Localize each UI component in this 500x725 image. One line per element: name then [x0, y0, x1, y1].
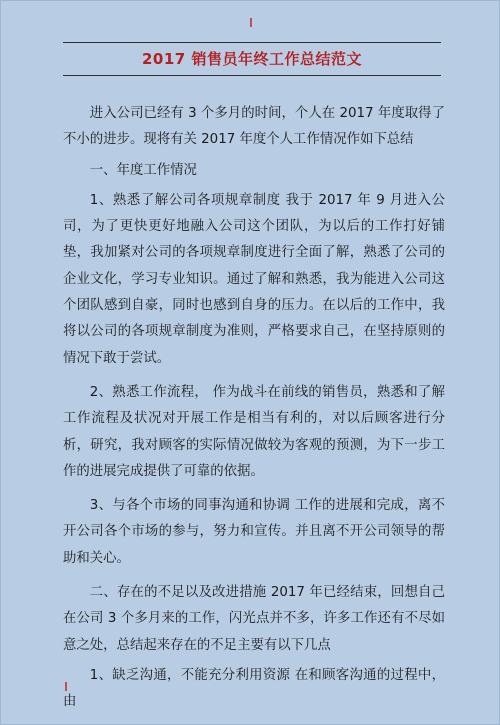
intro-paragraph: 进入公司已经有 3 个多月的时间，个人在 2017 年度取得了不小的进步。现将有关 2017 年度个人工作情况作如下总结: [63, 106, 445, 148]
header-rule: [63, 42, 441, 43]
item-paragraph-communication: 3、与各个市场的同事沟通和协调 工作的进展和完成，离不开公司各个市场的参与，努力和宣传。并且离不开公司领导的帮助和关心。: [63, 498, 445, 566]
document-title: 2017 销售员年终工作总结范文: [142, 50, 362, 68]
document-body: [63, 101, 445, 716]
header-mark: [250, 18, 252, 27]
title-underline: [63, 75, 441, 76]
item-paragraph-rules: 1、熟悉了解公司各项规章制度 我于 2017 年 9 月进入公司，为了更快更好地融入公司这个团队，为以后的工作打好铺垫，我加紧对公司的各项规章制度进行全面了解，熟悉了公司的企业文化，学习专业知识。通过了解和熟悉，我为能进入公司这个团队感到自豪，同时也感到自身的压力。在以后的工作中，我将以公司的各项规章制度为准则，严格要求自己，在坚持原则的情况下敢于尝试。: [63, 192, 445, 366]
section-heading-annual-work: 一、年度工作情况: [89, 162, 197, 178]
section-paragraph-shortcomings: 二、存在的不足以及改进措施 2017 年已经结束，回想自己在公司 3 个多月来的工作，闪光点并不多，许多工作还有不尽如意之处，总结起来存在的不足主要有以下几点: [63, 585, 445, 653]
item-paragraph-workflow: 2、熟悉工作流程， 作为战斗在前线的销售员，熟悉和了解工作流程及状况对开展工作是相当有利的，对以后顾客进行分析，研究，我对顾客的实际情况做较为客观的预测，为下一步工作的进展完成提供了可靠的依据。: [63, 384, 445, 479]
footer-mark: [65, 682, 67, 691]
item-paragraph-lack-communication: 1、缺乏沟通，不能充分利用资源 在和顾客沟通的过程中，由: [63, 667, 445, 710]
